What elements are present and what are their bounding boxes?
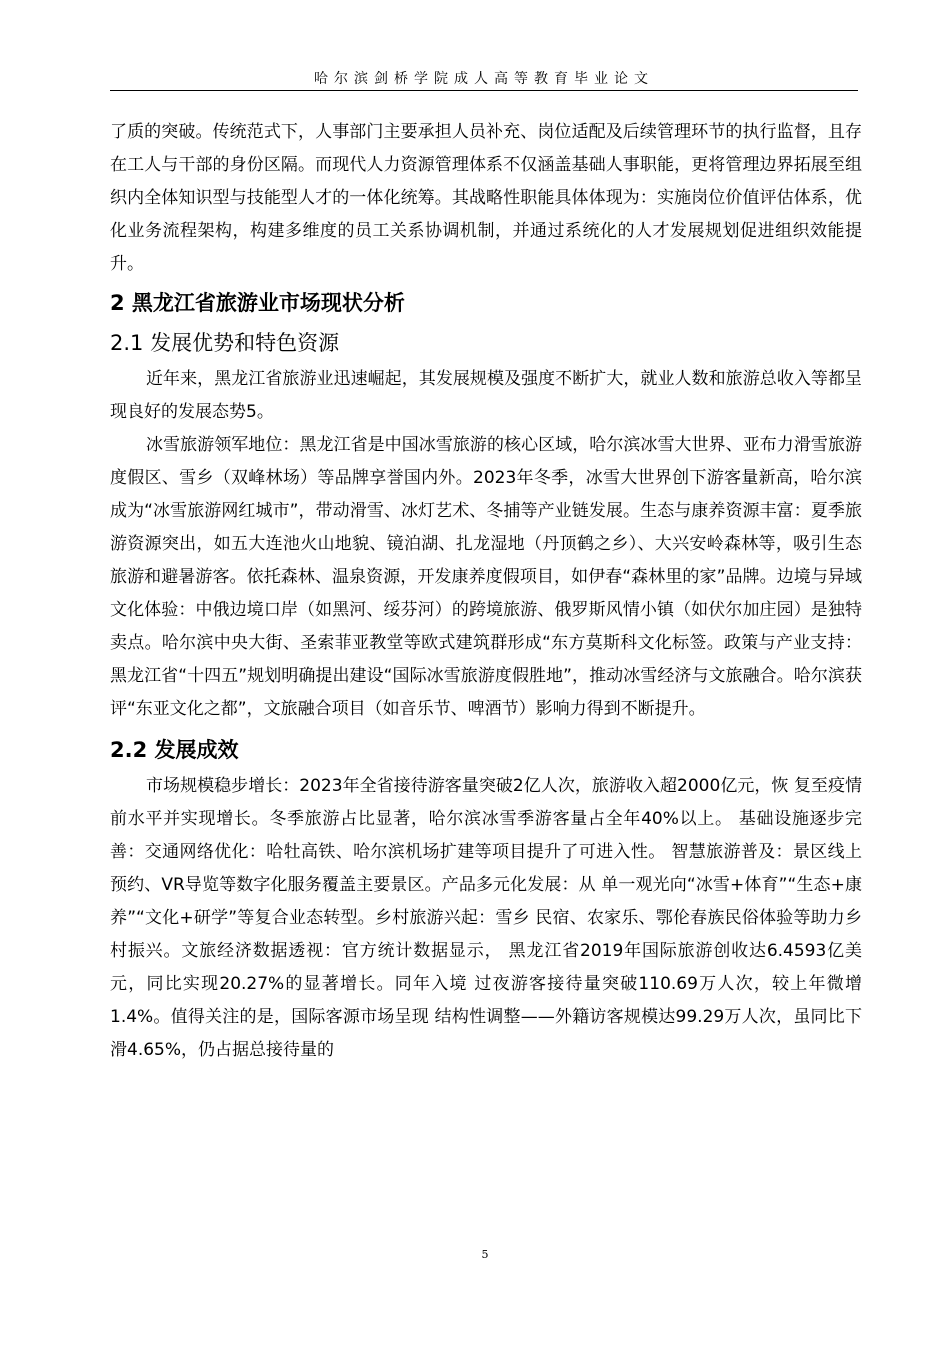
page-header-title: 哈尔滨剑桥学院成人高等教育毕业论文 xyxy=(314,71,654,87)
header-rule xyxy=(110,90,858,91)
section-heading-2: 2 黑龙江省旅游业市场现状分析 xyxy=(110,291,405,315)
document-body xyxy=(110,116,862,1067)
paragraph-hr-management: 了质的突破。传统范式下，人事部门主要承担人员补充、岗位适配及后续管理环节的执行监督，且存在工人与干部的身份区隔。而现代人力资源管理体系不仅涵盖基础人事职能，更将管理边界拓展至组织内全体知识型与技能型人才的一体化统筹。其战略性职能具体体现为：实施岗位价值评估体系，优化业务流程架构，构建多维度的员工关系协调机制，并通过系统化的人才发展规划促进组织效能提升。 xyxy=(110,122,862,274)
paragraph-intro: 近年来，黑龙江省旅游业迅速崛起，其发展规模及强度不断扩大，就业人数和旅游总收入等都呈现良好的发展态势5。 xyxy=(110,369,862,422)
paragraph-achievements: 市场规模稳步增长：2023年全省接待游客量突破2亿人次，旅游收入超2000亿元，恢 复至疫情前水平并实现增长。冬季旅游占比显著，哈尔滨冰雪季游客量占全年40%以上。 基础设施逐步完善：交通网络优化：哈牡高铁、哈尔滨机场扩建等项目提升了可进入性。 智慧旅游普及：景区线上预约、VR导览等数字化服务覆盖主要景区。产品多元化发展：从 单一观光向“冰雪+体育”“生态+康养”“文化+研学”等复合业态转型。乡村旅游兴起：雪乡 民宿、农家乐、鄂伦春族民俗体验等助力乡村振兴。文旅经济数据透视：官方统计数据显示， 黑龙江省2019年国际旅游创收达6.4593亿美元，同比实现20.27%的显著增长。同年入境 过夜游客接待量突破110.69万人次，较上年微增1.4%。值得关注的是，国际客源市场呈现 结构性调整——外籍访客规模达99.29万人次，虽同比下滑4.65%，仍占据总接待量的 xyxy=(110,776,862,1060)
page-number: 5 xyxy=(481,1248,489,1261)
section-heading-2-2: 2.2 发展成效 xyxy=(110,738,239,762)
paragraph-resources: 冰雪旅游领军地位：黑龙江省是中国冰雪旅游的核心区域，哈尔滨冰雪大世界、亚布力滑雪旅游度假区、雪乡（双峰林场）等品牌享誉国内外。2023年冬季，冰雪大世界创下游客量新高，哈尔滨成为“冰雪旅游网红城市”，带动滑雪、冰灯艺术、冬捕等产业链发展。生态与康养资源丰富：夏季旅游资源突出，如五大连池火山地貌、镜泊湖、扎龙湿地（丹顶鹤之乡）、大兴安岭森林等，吸引生态旅游和避暑游客。依托森林、温泉资源，开发康养度假项目，如伊春“森林里的家”品牌。边境与异域文化体验：中俄边境口岸（如黑河、绥芬河）的跨境旅游、俄罗斯风情小镇（如伏尔加庄园）是独特卖点。哈尔滨中央大街、圣索菲亚教堂等欧式建筑群形成“东方莫斯科文化标签。政策与产业支持：黑龙江省“十四五”规划明确提出建设“国际冰雪旅游度假胜地”，推动冰雪经济与文旅融合。哈尔滨获评“东亚文化之都”，文旅融合项目（如音乐节、啤酒节）影响力得到不断提升。 xyxy=(110,435,862,719)
section-heading-2-1: 2.1 发展优势和特色资源 xyxy=(110,331,340,355)
